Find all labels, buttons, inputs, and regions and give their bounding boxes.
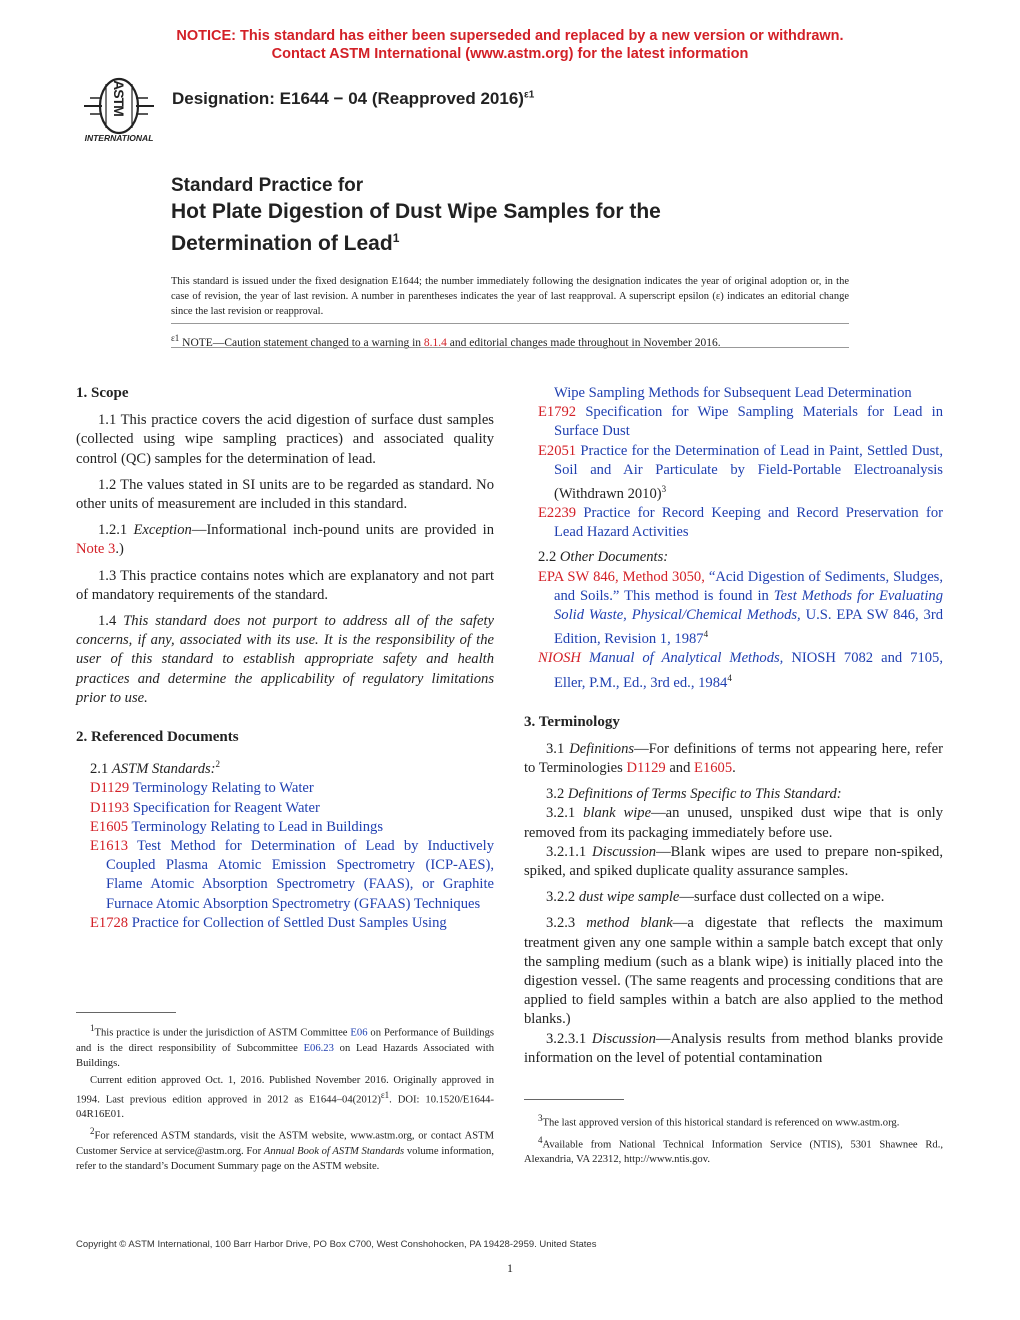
editorial-link-8-1-4[interactable]: 8.1.4: [423, 336, 447, 349]
reference-item[interactable]: E1605 Terminology Relating to Lead in Buildings: [90, 818, 383, 835]
copyright-notice: Copyright © ASTM International, 100 Barr Harbor Drive, PO Box C700, West Conshohocken, PA 19428-2959. United States: [76, 1239, 597, 1250]
footnote-4: $^4$Available from National Technical Information Service (NTIS), 5301 Shawnee Rd., Alexandria, VA 22312, http://www.ntis.gov.: [524, 1134, 943, 1166]
reference-item[interactable]: E1613 Test Method for Determination of Lead by Inductively Coupled Plasma Atomic Emission Spectrometry (ICP-AES), Flame Atomic Absorption Spectrometry (FAAS), or Graphite Furnace Atomic Absorption Spectrometry (GFAAS) Techniques: [90, 837, 494, 912]
para-3-2: 3.2 Definitions of Terms Specific to This Standard:: [546, 786, 842, 803]
right-column: [524, 384, 943, 1075]
terminology-heading: 3. Terminology: [524, 713, 620, 730]
notice-line-2: Contact ASTM International (www.astm.org) for the latest information: [271, 46, 749, 62]
astm-reference-list: [76, 779, 494, 933]
editorial-rule-bottom: [171, 347, 849, 348]
para-3-2-1-1: 3.2.1.1 Discussion—Blank wipes are used to prepare non-spiked, spiked, and spiked duplicate quality assurance samples.: [524, 843, 943, 880]
left-column: [76, 384, 494, 933]
designation-text: Designation: E1644 − 04 (Reapproved 2016): [172, 89, 524, 108]
footnote-rule-right: [524, 1099, 624, 1100]
reference-item[interactable]: E1792 Specification for Wipe Sampling Materials for Lead in Surface Dust: [538, 404, 943, 440]
para-1-4: 1.4 This standard does not purport to address all of the safety concerns, if any, associated with its use. It is the responsibility of the user of this standard to establish appropriate safety and health practices and determine the applicability of regulatory limitations prior to use.: [76, 613, 494, 706]
e1605-link[interactable]: E1605: [694, 760, 733, 777]
para-1-2-1: 1.2.1 Exception—Informational inch-pound units are provided in Note 3.): [76, 522, 495, 558]
d1129-link[interactable]: D1129: [626, 760, 666, 777]
reference-item-epa[interactable]: EPA SW 846, Method 3050, “Acid Digestion of Sediments, Sludges, and Soils.” This method is found in Test Methods for Evaluating Solid Waste, Physical/Chemical Methods, U.S. EPA SW 846, 3rd Edition, Revision 1, 1987$^4$: [538, 568, 943, 648]
page-number: 1: [507, 1261, 513, 1275]
para-3-2-3: 3.2.3 method blank—a digestate that reflects the maximum treatment given any one sample within a sample batch except that only the sampling medium (such as a blank wipe) is initially placed into the digestion vessel. (The same reagents and processing conditions that are applied to field samples within a batch are also applied to the method blanks.): [524, 915, 943, 1028]
reference-item-niosh[interactable]: NIOSH Manual of Analytical Methods, NIOSH 7082 and 7105, Eller, P.M., Ed., 3rd ed., 1984$^4$: [538, 650, 943, 691]
para-1-2: 1.2 The values stated in SI units are to be regarded as standard. No other units of measurement are included in this standard.: [76, 476, 494, 513]
e06-link[interactable]: E06: [350, 1027, 368, 1039]
document-title: [171, 174, 661, 257]
title-line-1: Hot Plate Digestion of Dust Wipe Samples for the: [171, 200, 661, 223]
other-documents-label: 2.2 Other Documents:: [538, 549, 669, 566]
para-1-1: 1.1 This practice covers the acid digestion of surface dust samples (collected using wipe sampling practices) and associated quality control (QC) samples for the determination of lead.: [76, 412, 494, 467]
para-3-2-1: 3.2.1 blank wipe—an unused, unspiked dust wipe that is only removed from its packaging immediately before use.: [524, 805, 943, 841]
reference-item[interactable]: E2239 Practice for Record Keeping and Record Preservation for Lead Hazard Activities: [538, 505, 943, 541]
supersede-notice: [0, 27, 1020, 63]
para-3-1: 3.1 Definitions—For definitions of terms not appearing here, refer to Terminologies D1129 and E1605.: [524, 740, 943, 777]
editorial-rule-top: [171, 323, 849, 324]
logo-letters: ASTM: [111, 80, 127, 116]
reference-item[interactable]: E2051 Practice for the Determination of Lead in Paint, Settled Dust, Soil and Air Particulate by Field-Portable Electroanalysis (Withdrawn 2010)$^3$: [538, 442, 944, 502]
footnotes-right: [524, 1111, 943, 1169]
reference-item[interactable]: D1193 Specification for Reagent Water: [90, 799, 320, 816]
editorial-note: $^{\varepsilon 1}$ NOTE—Caution statement changed to a warning in 8.1.4 and editorial changes made throughout in November 2016.: [171, 333, 721, 349]
astm-standards-label: 2.1 ASTM Standards:$^2$: [90, 759, 221, 778]
footnote-1-edition: Current edition approved Oct. 1, 2016. Published November 2016. Originally approved in 1994. Last previous edition approved in 2012 as $E1644-04(2012)^{\varepsilon 1}$. DOI: 10.1520/E1644-04R16E01.: [76, 1074, 494, 1121]
footnotes-left: [76, 1021, 494, 1176]
reference-item[interactable]: D1129 Terminology Relating to Water: [90, 780, 314, 797]
reference-item[interactable]: E1728 Practice for Collection of Settled Dust Samples Using: [90, 914, 447, 931]
note-3-link[interactable]: Note 3: [76, 541, 116, 558]
footnote-3: $^3$The last approved version of this historical standard is referenced on www.astm.org.: [538, 1113, 900, 1129]
footnote-2: $^2$For referenced ASTM standards, visit the ASTM website, www.astm.org, or contact ASTM Customer Service at service@astm.org. For Annual Book of ASTM Standards volume information, refer to the standard’s Document Summary page on the ASTM website.: [76, 1126, 494, 1172]
footnote-1: $^1$This practice is under the jurisdiction of ASTM Committee E06 on Performance of Buildings and is the direct responsibility of Subcommittee E06.23 on Lead Hazards Associated with Buildings.: [76, 1023, 494, 1069]
logo-subtext: INTERNATIONAL: [84, 133, 154, 143]
footnote-rule-left: [76, 1012, 176, 1013]
designation-sup: ε1: [523, 89, 535, 101]
designation: [172, 89, 534, 109]
e06-23-link[interactable]: E06.23: [303, 1042, 334, 1054]
astm-logo: [76, 76, 162, 146]
para-3-2-2: 3.2.2 dust wipe sample—surface dust collected on a wipe.: [546, 889, 885, 906]
scope-heading: 1. Scope: [76, 385, 129, 401]
para-3-2-3-1: 3.2.3.1 Discussion—Analysis results from method blanks provide information on the level of potential contamination: [524, 1030, 944, 1066]
refdocs-heading: 2. Referenced Documents: [76, 729, 239, 746]
title-pre: Standard Practice for: [171, 175, 364, 196]
title-line-2: Determination of Lead$^1$: [171, 231, 400, 255]
reference-item-continued[interactable]: Wipe Sampling Methods for Subsequent Lead Determination: [554, 385, 912, 401]
issuance-statement: This standard is issued under the fixed designation E1644; the number immediately following the designation indicates the year of original adoption or, in the case of revision, the year of last revision. A number in parentheses indicates the year of last reapproval. A superscript epsilon (ε) indicates an editorial change since the last revision or reapproval.: [171, 276, 849, 317]
notice-line-1: NOTICE: This standard has either been superseded and replaced by a new version or withdrawn.: [176, 28, 844, 44]
para-1-3: 1.3 This practice contains notes which are explanatory and not part of mandatory requirements of the standard.: [76, 567, 494, 603]
